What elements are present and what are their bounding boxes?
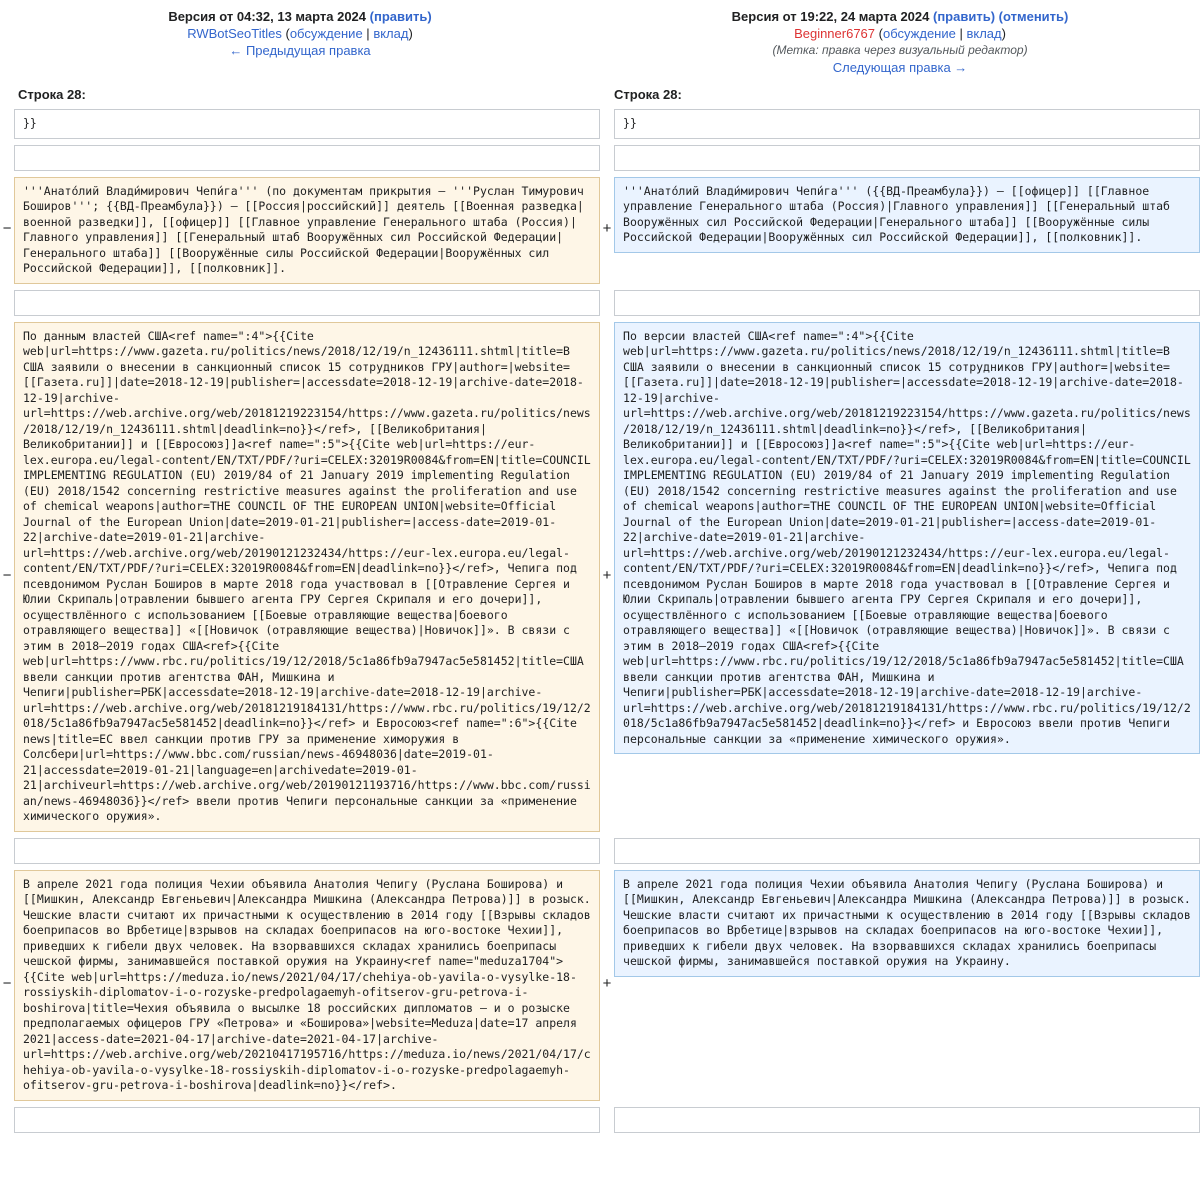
left-user-line: RWBotSeoTitles (обсуждение | вклад) xyxy=(187,26,413,41)
diff-row xyxy=(0,174,1200,287)
left-cell xyxy=(14,287,600,319)
right-cell xyxy=(614,142,1200,174)
right-cell xyxy=(614,319,1200,835)
left-nav-line xyxy=(0,42,600,60)
left-contribs-link[interactable]: вклад xyxy=(373,26,409,41)
right-marker: + xyxy=(602,567,612,585)
left-talk-link[interactable]: обсуждение xyxy=(289,26,363,41)
left-edit-paren-open: ( xyxy=(369,9,374,24)
left-marker xyxy=(0,142,14,174)
right-text xyxy=(614,290,1200,316)
right-cell xyxy=(614,867,1200,1104)
left-text xyxy=(14,1107,600,1133)
right-line-number: Строка 28: xyxy=(614,87,682,102)
right-revision-prefix: Версия от xyxy=(731,9,801,24)
left-user-link[interactable]: RWBotSeoTitles xyxy=(187,26,282,41)
previous-edit-link[interactable]: ← Предыдущая правка xyxy=(229,43,371,58)
left-marker xyxy=(0,287,14,319)
right-marker xyxy=(600,835,614,867)
left-revision-time: 04:32, 13 марта 2024 xyxy=(236,9,367,24)
right-contribs-link[interactable]: вклад xyxy=(966,26,1002,41)
diff-row xyxy=(0,835,1200,867)
left-line-number: Строка 28: xyxy=(18,87,86,102)
left-text: По данным властей США<ref name=":4">{{Cite web|url=https://www.gazeta.ru/politics/news/2018/12/19/n_12436111.shtml|title=В США заявили о внесении в санкционный список 15 сотрудников ГРУ|author=|website=[[Газета.ru]]|date=2018-12-19|publisher=|accessdate=2018-12-19|archive-date=2018-12-19|archive-url=https://web.archive.org/web/20181219223154/https://www.gazeta.ru/politics/news/2018/12/19/n_12436111.shtml|deadlink=no}}</ref>, [[Великобритания|Великобритании]] и [[Евросоюз]]а<ref name=":5">{{Cite web|url=https://eur-lex.europa.eu/legal-content/EN/TXT/PDF/?uri=CELEX:32019R0084&from=EN|title=COUNCIL IMPLEMENTING REGULATION (EU) 2019/84 of 21 January 2019 implementing Regulation (EU) 2018/1542 concerning restrictive measures against the proliferation and use of chemical weapons|author=THE COUNCIL OF THE EUROPEAN UNION|website=Official Journal of the European Union|date=2019-01-21|publisher=|access-date=2019-01-22|archive-date=2019-01-21|archive-url=https://web.archive.org/web/20190121232434/https://eur-lex.europa.eu/legal-content/EN/TXT/PDF/?uri=CELEX:32019R0084&from=EN|deadlink=no}}</ref>, Чепига под псевдонимом Руслан Боширов в марте 2018 года участвовал в [[Отравление Сергея и Юлии Скрипаль|отравлении бывшего агента ГРУ Сергея Скрипаля и его дочери]], осуществлённого с использованием [[Боевые отравляющие вещества|боевого отравляющего вещества]] «[[Новичок (отравляющие вещества)|Новичок]]». В связи с этим в 2018—2019 годах США<ref>{{Cite web|url=https://www.rbc.ru/politics/19/12/2018/5c1a86fb9a7947ac5e581452|title=США ввели санкции против агентства ФАН, Мишкина и Чепиги|publisher=РБК|accessdate=2018-12-19|archive-date=2018-12-19|archive-url=https://web.archive.org/web/20181219184131/https://www.rbc.ru/politics/19/12/2018/5c1a86fb9a7947ac5e581452|deadlink=no}}</ref> и Евросоюз<ref name=":6">{{Cite news|title=ЕС ввел санкции против ГРУ за применение химоружия в Солсбери|url=https://www.bbc.com/russian/news-46948036|date=2019-01-21|accessdate=2019-01-21|language=en|archivedate=2019-01-21|archiveurl=https://web.archive.org/web/20190121193716/https://www.bbc.com/russian/news-46948036}}</ref> ввели против Чепиги персональные санкции за «применение химического оружия». xyxy=(14,322,600,832)
edit-tag-note: (Метка: правка через визуальный редактор) xyxy=(772,43,1028,57)
right-text xyxy=(614,838,1200,864)
left-edit-link[interactable]: править xyxy=(373,9,428,24)
left-marker xyxy=(0,835,14,867)
left-text xyxy=(14,290,600,316)
left-marker: − xyxy=(2,221,12,238)
right-edit-link[interactable]: править xyxy=(937,9,991,24)
diff-header-row xyxy=(0,6,1200,77)
right-cell xyxy=(614,174,1200,287)
left-text: }} xyxy=(14,109,600,139)
next-edit-link[interactable]: Следующая правка → xyxy=(832,60,968,75)
diff-row xyxy=(0,1104,1200,1136)
right-text: По версии властей США<ref name=":4">{{Cite web|url=https://www.gazeta.ru/politics/news/2018/12/19/n_12436111.shtml|title=В США заявили о внесении в санкционный список 15 сотрудников ГРУ|author=|website=[[Газета.ru]]|date=2018-12-19|publisher=|accessdate=2018-12-19|archive-date=2018-12-19|archive-url=https://web.archive.org/web/20181219223154/https://www.gazeta.ru/politics/news/2018/12/19/n_12436111.shtml|deadlink=no}}</ref>, [[Великобритания|Великобритании]] и [[Евросоюз]]а<ref name=":5">{{Cite web|url=https://eur-lex.europa.eu/legal-content/EN/TXT/PDF/?uri=CELEX:32019R0084&from=EN|title=COUNCIL IMPLEMENTING REGULATION (EU) 2019/84 of 21 January 2019 implementing Regulation (EU) 2018/1542 concerning restrictive measures against the proliferation and use of chemical weapons|author=THE COUNCIL OF THE EUROPEAN UNION|website=Official Journal of the European Union|date=2019-01-21|publisher=|access-date=2019-01-22|archive-date=2019-01-21|archive-url=https://web.archive.org/web/20190121232434/https://eur-lex.europa.eu/legal-content/EN/TXT/PDF/?uri=CELEX:32019R0084&from=EN|deadlink=no}}</ref>, Чепига под псевдонимом Руслан Боширов в марте 2018 года участвовал в [[Отравление Сергея и Юлии Скрипаль|отравлении бывшего агента ГРУ Сергея Скрипаля и его дочери]], осуществлённого с использованием [[Боевые отравляющие вещества|боевого отравляющего вещества]] «[[Новичок (отравляющие вещества)|Новичок]]». В связи с этим в 2018—2019 годах США<ref>{{Cite web|url=https://www.rbc.ru/politics/19/12/2018/5c1a86fb9a7947ac5e581452|title=США ввели санкции против агентства ФАН, Мишкина и Чепиги|publisher=РБК|accessdate=2018-12-19|archive-date=2018-12-19|archive-url=https://web.archive.org/web/20181219184131/https://www.rbc.ru/politics/19/12/2018/5c1a86fb9a7947ac5e581452|deadlink=no}}</ref> и Евросоюз ввели против Чепиги персональные санкции за «применение химического оружия». xyxy=(614,322,1200,755)
left-cell xyxy=(14,835,600,867)
diff-row xyxy=(0,106,1200,142)
left-text xyxy=(14,145,600,171)
left-marker xyxy=(0,106,14,142)
right-user-link[interactable]: Beginner6767 xyxy=(794,26,876,41)
right-cell xyxy=(614,1104,1200,1136)
left-sep: | xyxy=(366,26,370,41)
diff-row xyxy=(0,867,1200,1104)
right-revision-header xyxy=(600,6,1200,77)
diff-row xyxy=(0,319,1200,835)
left-cell xyxy=(14,174,600,287)
right-nav-line xyxy=(600,59,1200,77)
right-text xyxy=(614,1107,1200,1133)
right-undo-link[interactable]: отменить xyxy=(1002,9,1065,24)
left-text: В апреле 2021 года полиция Чехии объявила Анатолия Чепигу (Руслана Боширова) и [[Мишкин, Александр Евгеньевич|Александра Мишкина (Александра Петрова)]] в розыск. Чешские власти считают их причастными к осуществлению в 2014 году [[Взрывы складов боеприпасов во Врбетице|взрывов на складах боеприпасов на юго-востоке Чехии]], приведших к гибели двух человек. На взорвавшихся складах хранились боеприпасы чешской фирмы, занимавшейся поставкой оружия на Украину<ref name="meduza1704">{{Cite web|url=https://meduza.io/news/2021/04/17/chehiya-ob-yavila-o-vysylke-18-rossiyskih-diplomatov-i-o-rozyske-predpolagaemyh-ofitserov-gru-petrova-i-boshirova|title=Чехия объявила о высылке 18 российских дипломатов — и о розыске предполагаемых офицеров ГРУ «Петрова» и «Боширова»|website=Meduza|date=17 апреля 2021|access-date=2021-04-17|archive-date=2021-04-17|archive-url=https://web.archive.org/web/20210417195716/https://meduza.io/news/2021/04/17/chehiya-ob-yavila-o-vysylke-18-rossiyskih-diplomatov-i-o-rozyske-predpolagaemyh-ofitserov-gru-petrova-i-boshirova|deadlink=no}}</ref>. xyxy=(14,870,600,1101)
left-cell xyxy=(14,106,600,142)
right-user-line: Beginner6767 (обсуждение | вклад) xyxy=(794,26,1006,41)
line-number-row xyxy=(0,77,1200,106)
right-revision-time: 19:22, 24 марта 2024 xyxy=(800,9,930,24)
diff-table xyxy=(0,6,1200,1136)
right-marker xyxy=(600,1104,614,1136)
right-text: }} xyxy=(614,109,1200,139)
right-text: '''Анато́лий Влади́мирович Чепи́га''' ({{ВД-Преамбула}}) — [[офицер]] [[Главное управление Генерального штаба (Россия)|Главного управления]] [[Генеральный штаб Вооружённых сил Российской Федерации|Генерального штаба]] [[Вооружённые силы Российской Федерации|Вооружённых сил Российской Федерации]], [[полковник]]. xyxy=(614,177,1200,253)
right-cell xyxy=(614,106,1200,142)
left-marker: − xyxy=(2,567,12,585)
right-marker: + xyxy=(602,976,612,993)
left-revision-prefix: Версия от xyxy=(168,9,237,24)
right-marker: + xyxy=(602,221,612,238)
left-cell xyxy=(14,142,600,174)
right-marker xyxy=(600,287,614,319)
right-sep: | xyxy=(959,26,963,41)
left-revision-title xyxy=(0,8,600,25)
left-cell xyxy=(14,867,600,1104)
left-cell xyxy=(14,319,600,835)
right-marker xyxy=(600,106,614,142)
right-cell xyxy=(614,287,1200,319)
left-marker: − xyxy=(2,976,12,993)
right-talk-link[interactable]: обсуждение xyxy=(882,26,956,41)
right-revision-title: Версия от 19:22, 24 марта 2024 (править) (отменить) xyxy=(731,9,1069,24)
left-text: '''Анато́лий Влади́мирович Чепи́га''' (по документам прикрытия — '''Руслан Тимурович Боширов'''; {{ВД-Преамбула}}) — [[Россия|российский]] деятель [[Военная разведка|военной разведки]], [[офицер]] [[Главное управление Генерального штаба (Россия)|Главного управления]] [[Генеральный штаб Вооружённых сил Российской Федерации|Генерального штаба]] [[Вооружённые силы Российской Федерации|Вооружённых сил Российской Федерации]], [[полковник]]. xyxy=(14,177,600,284)
left-marker xyxy=(0,1104,14,1136)
left-text xyxy=(14,838,600,864)
diff-row xyxy=(0,142,1200,174)
right-cell xyxy=(614,835,1200,867)
right-marker xyxy=(600,142,614,174)
right-text: В апреле 2021 года полиция Чехии объявила Анатолия Чепигу (Руслана Боширова) и [[Мишкин, Александр Евгеньевич|Александра Мишкина (Александра Петрова)]] в розыск. Чешские власти считают их причастными к осуществлению в 2014 году [[Взрывы складов боеприпасов во Врбетице|взрывов на складах боеприпасов на юго-востоке Чехии]], приведших к гибели двух человек. На взорвавшихся складах хранились боеприпасы чешской фирмы, занимавшейся поставкой оружия на Украину. xyxy=(614,870,1200,977)
right-text xyxy=(614,145,1200,171)
left-edit-paren-close: ) xyxy=(427,9,432,24)
diff-row xyxy=(0,287,1200,319)
left-revision-header xyxy=(0,6,600,77)
left-cell xyxy=(14,1104,600,1136)
